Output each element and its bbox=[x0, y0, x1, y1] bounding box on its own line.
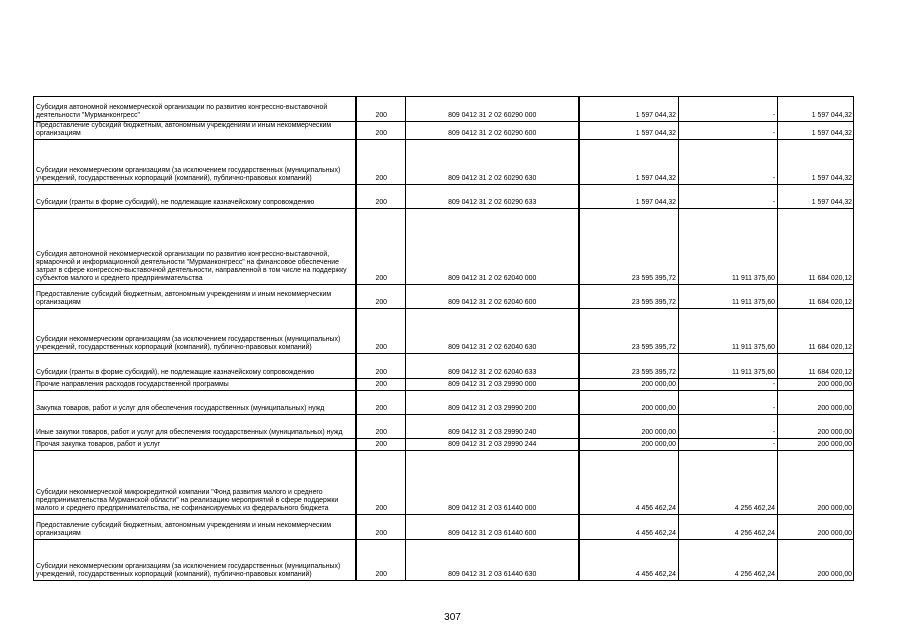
row-csr-cell: 809 0412 31 2 02 60290 600 bbox=[406, 122, 579, 140]
row-csr-cell: 809 0412 31 2 02 62040 630 bbox=[406, 309, 579, 354]
row-deviation-cell: 11 911 375,60 bbox=[679, 209, 778, 285]
row-code-cell: 200 bbox=[356, 451, 406, 515]
row-csr-cell: 809 0412 31 2 02 62040 633 bbox=[406, 354, 579, 379]
table-body bbox=[34, 97, 854, 581]
row-deviation-cell: 4 256 462,24 bbox=[679, 540, 778, 581]
row-amount-cell: 200 000,00 bbox=[579, 439, 679, 451]
row-assigned-cell: 11 684 020,12 bbox=[778, 354, 854, 379]
row-deviation-cell: - bbox=[679, 185, 778, 209]
row-code-cell: 200 bbox=[356, 391, 406, 415]
row-name-cell: Субсидии (гранты в форме субсидий), не подлежащие казначейскому сопровождению bbox=[34, 354, 356, 379]
table-row bbox=[34, 439, 854, 451]
row-assigned-cell: 200 000,00 bbox=[778, 540, 854, 581]
row-code-cell: 200 bbox=[356, 309, 406, 354]
row-code-cell: 200 bbox=[356, 515, 406, 540]
row-code-cell: 200 bbox=[356, 379, 406, 391]
row-assigned-cell: 200 000,00 bbox=[778, 439, 854, 451]
row-code-cell: 200 bbox=[356, 285, 406, 309]
row-amount-cell: 4 456 462,24 bbox=[579, 451, 679, 515]
table-row bbox=[34, 122, 854, 140]
row-code-cell: 200 bbox=[356, 122, 406, 140]
row-amount-cell: 200 000,00 bbox=[579, 415, 679, 439]
row-amount-cell: 1 597 044,32 bbox=[579, 97, 679, 122]
row-deviation-cell: - bbox=[679, 415, 778, 439]
row-csr-cell: 809 0412 31 2 02 62040 600 bbox=[406, 285, 579, 309]
row-deviation-cell: - bbox=[679, 140, 778, 185]
row-name-cell: Закупка товаров, работ и услуг для обеспечения государственных (муниципальных) нужд bbox=[34, 391, 356, 415]
budget-table bbox=[33, 96, 854, 581]
table-row bbox=[34, 540, 854, 581]
row-deviation-cell: - bbox=[679, 379, 778, 391]
row-assigned-cell: 200 000,00 bbox=[778, 391, 854, 415]
row-amount-cell: 200 000,00 bbox=[579, 379, 679, 391]
row-csr-cell: 809 0412 31 2 02 60290 633 bbox=[406, 185, 579, 209]
row-amount-cell: 23 595 395,72 bbox=[579, 354, 679, 379]
row-name-cell: Субсидии некоммерческим организациям (за исключением государственных (муниципальных) учреждений, государственных корпораций (компаний), публично-правовых компаний) bbox=[34, 309, 356, 354]
row-csr-cell: 809 0412 31 2 02 60290 630 bbox=[406, 140, 579, 185]
row-assigned-cell: 11 684 020,12 bbox=[778, 209, 854, 285]
table-row bbox=[34, 379, 854, 391]
row-deviation-cell: - bbox=[679, 391, 778, 415]
row-csr-cell: 809 0412 31 2 03 29990 000 bbox=[406, 379, 579, 391]
table-row bbox=[34, 185, 854, 209]
row-csr-cell: 809 0412 31 2 03 61440 000 bbox=[406, 451, 579, 515]
row-csr-cell: 809 0412 31 2 02 60290 000 bbox=[406, 97, 579, 122]
row-assigned-cell: 11 684 020,12 bbox=[778, 285, 854, 309]
row-csr-cell: 809 0412 31 2 02 62040 000 bbox=[406, 209, 579, 285]
row-name-cell: Субсидии некоммерческим организациям (за исключением государственных (муниципальных) учреждений, государственных корпораций (компаний), публично-правовых компаний) bbox=[34, 140, 356, 185]
row-deviation-cell: 11 911 375,60 bbox=[679, 354, 778, 379]
row-assigned-cell: 1 597 044,32 bbox=[778, 97, 854, 122]
row-name-cell: Предоставление субсидий бюджетным, автономным учреждениям и иным некоммерческим организациям bbox=[34, 122, 356, 140]
row-assigned-cell: 11 684 020,12 bbox=[778, 309, 854, 354]
row-deviation-cell: 4 256 462,24 bbox=[679, 451, 778, 515]
row-amount-cell: 1 597 044,32 bbox=[579, 122, 679, 140]
row-name-cell: Субсидии некоммерческим организациям (за исключением государственных (муниципальных) учреждений, государственных корпораций (компаний), публично-правовых компаний) bbox=[34, 540, 356, 581]
table-row bbox=[34, 309, 854, 354]
row-amount-cell: 4 456 462,24 bbox=[579, 515, 679, 540]
row-code-cell: 200 bbox=[356, 185, 406, 209]
row-deviation-cell: 4 256 462,24 bbox=[679, 515, 778, 540]
row-name-cell: Прочая закупка товаров, работ и услуг bbox=[34, 439, 356, 451]
table-row bbox=[34, 391, 854, 415]
row-code-cell: 200 bbox=[356, 97, 406, 122]
row-assigned-cell: 200 000,00 bbox=[778, 451, 854, 515]
table-row bbox=[34, 97, 854, 122]
table-row bbox=[34, 515, 854, 540]
row-name-cell: Иные закупки товаров, работ и услуг для обеспечения государственных (муниципальных) нужд bbox=[34, 415, 356, 439]
row-code-cell: 200 bbox=[356, 439, 406, 451]
table-row bbox=[34, 354, 854, 379]
row-amount-cell: 23 595 395,72 bbox=[579, 209, 679, 285]
row-deviation-cell: 11 911 375,60 bbox=[679, 309, 778, 354]
table-row bbox=[34, 209, 854, 285]
row-name-cell: Предоставление субсидий бюджетным, автономным учреждениям и иным некоммерческим организациям bbox=[34, 285, 356, 309]
row-amount-cell: 4 456 462,24 bbox=[579, 540, 679, 581]
row-deviation-cell: - bbox=[679, 122, 778, 140]
table-row bbox=[34, 415, 854, 439]
row-assigned-cell: 1 597 044,32 bbox=[778, 185, 854, 209]
row-name-cell: Субсидия автономной некоммерческой организации по развитию конгрессно-выставочной деятельности "Мурманконгресс" bbox=[34, 97, 356, 122]
row-assigned-cell: 200 000,00 bbox=[778, 415, 854, 439]
row-amount-cell: 1 597 044,32 bbox=[579, 140, 679, 185]
table-row bbox=[34, 285, 854, 309]
row-code-cell: 200 bbox=[356, 209, 406, 285]
row-amount-cell: 1 597 044,32 bbox=[579, 185, 679, 209]
table-row bbox=[34, 140, 854, 185]
page-number: 307 bbox=[444, 612, 461, 623]
row-csr-cell: 809 0412 31 2 03 61440 630 bbox=[406, 540, 579, 581]
row-assigned-cell: 200 000,00 bbox=[778, 515, 854, 540]
row-assigned-cell: 1 597 044,32 bbox=[778, 122, 854, 140]
table-row bbox=[34, 451, 854, 515]
row-name-cell: Субсидии некоммерческой микрокредитной компании "Фонд развития малого и среднего предпринимательства Мурманской области" на реализацию мероприятий в сфере поддержки малого и среднего предпринимательства, не софинансируемых из федерального бюджета bbox=[34, 451, 356, 515]
row-amount-cell: 200 000,00 bbox=[579, 391, 679, 415]
row-deviation-cell: 11 911 375,60 bbox=[679, 285, 778, 309]
row-name-cell: Прочие направления расходов государственной программы bbox=[34, 379, 356, 391]
row-amount-cell: 23 595 395,72 bbox=[579, 285, 679, 309]
row-assigned-cell: 200 000,00 bbox=[778, 379, 854, 391]
row-csr-cell: 809 0412 31 2 03 29990 240 bbox=[406, 415, 579, 439]
row-code-cell: 200 bbox=[356, 140, 406, 185]
row-code-cell: 200 bbox=[356, 354, 406, 379]
row-amount-cell: 23 595 395,72 bbox=[579, 309, 679, 354]
row-name-cell: Предоставление субсидий бюджетным, автономным учреждениям и иным некоммерческим организациям bbox=[34, 515, 356, 540]
row-deviation-cell: - bbox=[679, 97, 778, 122]
row-csr-cell: 809 0412 31 2 03 61440 600 bbox=[406, 515, 579, 540]
row-deviation-cell: - bbox=[679, 439, 778, 451]
row-name-cell: Субсидии (гранты в форме субсидий), не подлежащие казначейскому сопровождению bbox=[34, 185, 356, 209]
row-code-cell: 200 bbox=[356, 540, 406, 581]
row-csr-cell: 809 0412 31 2 03 29990 244 bbox=[406, 439, 579, 451]
row-name-cell: Субсидия автономной некоммерческой организации по развитию конгрессно-выставочной, ярмарочной и информационной деятельности "Мурманконгресс" на финансовое обеспечение затрат в сфере конгрессно-выставочной деятельности, направленной в том числе на поддержку субъектов малого и среднего предпринимательства bbox=[34, 209, 356, 285]
row-code-cell: 200 bbox=[356, 415, 406, 439]
row-csr-cell: 809 0412 31 2 03 29990 200 bbox=[406, 391, 579, 415]
row-assigned-cell: 1 597 044,32 bbox=[778, 140, 854, 185]
